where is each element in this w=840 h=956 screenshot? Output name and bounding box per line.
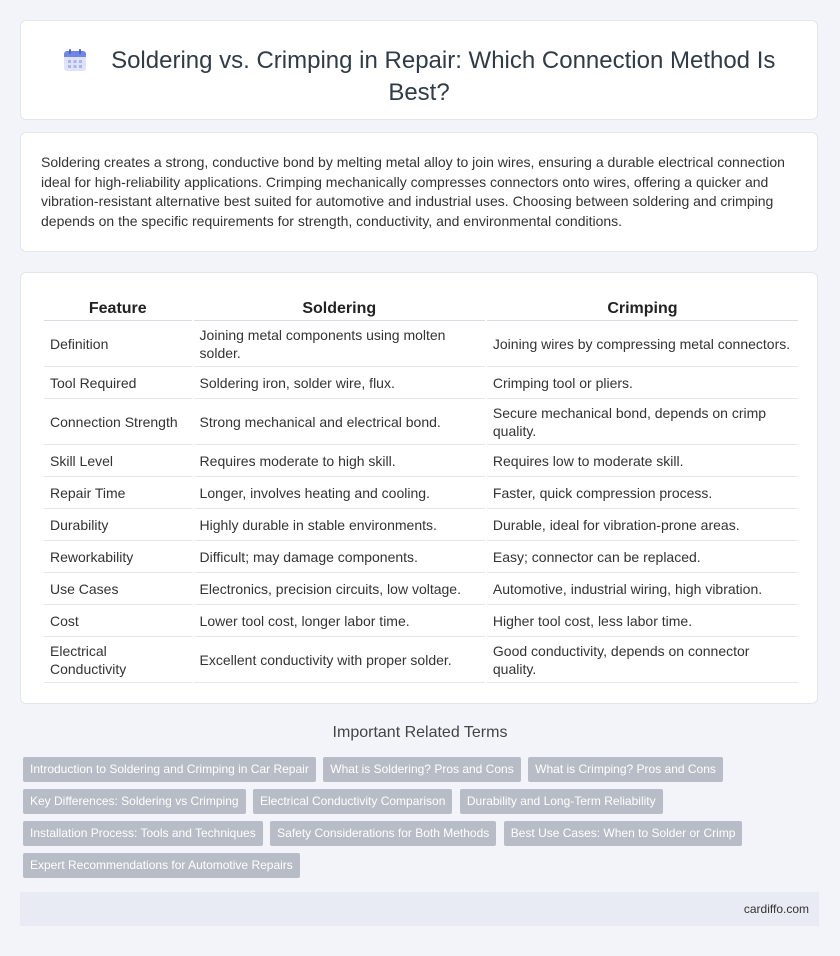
feature-cell: Skill Level	[44, 447, 192, 477]
related-term-tag[interactable]: What is Crimping? Pros and Cons	[528, 757, 723, 782]
feature-cell: Connection Strength	[44, 401, 192, 445]
table-row	[44, 479, 798, 509]
footer	[20, 892, 819, 926]
related-terms-list	[23, 757, 803, 885]
comparison-table-card	[20, 272, 818, 704]
header-crimping: Crimping	[487, 295, 798, 321]
related-term-tag[interactable]: Installation Process: Tools and Techniques	[23, 821, 263, 846]
crimping-cell: Secure mechanical bond, depends on crimp quality.	[487, 401, 798, 445]
soldering-cell: Strong mechanical and electrical bond.	[194, 401, 485, 445]
soldering-cell: Requires moderate to high skill.	[194, 447, 485, 477]
footer-site-link[interactable]: cardiffo.com	[743, 902, 809, 916]
table-row	[44, 607, 798, 637]
related-terms-title: Important Related Terms	[332, 724, 508, 741]
intro-card	[20, 132, 818, 252]
table-row	[44, 323, 798, 367]
feature-cell: Repair Time	[44, 479, 192, 509]
crimping-cell: Durable, ideal for vibration-prone areas.	[487, 511, 798, 541]
crimping-cell: Requires low to moderate skill.	[487, 447, 798, 477]
intro-text: Soldering creates a strong, conductive bond by melting metal alloy to join wires, ensuring a durable electrical connection ideal for high-reliability applications. Crimping mechanically compresses connectors onto wires, offering a quicker and vibration-resistant alternative best suited for automotive and industrial uses. Choosing between soldering and crimping depends on the specific requirements for strength, conductivity, and environmental conditions.	[41, 154, 785, 229]
feature-cell: Cost	[44, 607, 192, 637]
feature-cell: Electrical Conductivity	[44, 639, 192, 683]
feature-cell: Tool Required	[44, 369, 192, 399]
table-row	[44, 447, 798, 477]
crimping-cell: Joining wires by compressing metal connectors.	[487, 323, 798, 367]
calendar-icon	[63, 48, 87, 77]
table-row	[44, 575, 798, 605]
table-row	[44, 511, 798, 541]
related-term-tag[interactable]: Expert Recommendations for Automotive Repairs	[23, 853, 300, 878]
soldering-cell: Joining metal components using molten solder.	[194, 323, 485, 367]
soldering-cell: Excellent conductivity with proper solder.	[194, 639, 485, 683]
soldering-cell: Lower tool cost, longer labor time.	[194, 607, 485, 637]
related-term-tag[interactable]: Best Use Cases: When to Solder or Crimp	[504, 821, 743, 846]
header-feature: Feature	[44, 295, 192, 321]
crimping-cell: Higher tool cost, less labor time.	[487, 607, 798, 637]
soldering-cell: Soldering iron, solder wire, flux.	[194, 369, 485, 399]
feature-cell: Reworkability	[44, 543, 192, 573]
related-term-tag[interactable]: Introduction to Soldering and Crimping in Car Repair	[23, 757, 316, 782]
comparison-table	[42, 293, 800, 685]
soldering-cell: Longer, involves heating and cooling.	[194, 479, 485, 509]
table-row	[44, 639, 798, 683]
header-card	[20, 20, 818, 120]
soldering-cell: Highly durable in stable environments.	[194, 511, 485, 541]
related-term-tag[interactable]: Durability and Long-Term Reliability	[460, 789, 663, 814]
table-row	[44, 401, 798, 445]
page-title: Soldering vs. Crimping in Repair: Which Connection Method Is Best?	[111, 47, 776, 106]
related-term-tag[interactable]: Electrical Conductivity Comparison	[253, 789, 452, 814]
feature-cell: Durability	[44, 511, 192, 541]
crimping-cell: Faster, quick compression process.	[487, 479, 798, 509]
crimping-cell: Good conductivity, depends on connector quality.	[487, 639, 798, 683]
soldering-cell: Difficult; may damage components.	[194, 543, 485, 573]
crimping-cell: Automotive, industrial wiring, high vibration.	[487, 575, 798, 605]
header-soldering: Soldering	[194, 295, 485, 321]
crimping-cell: Easy; connector can be replaced.	[487, 543, 798, 573]
related-term-tag[interactable]: What is Soldering? Pros and Cons	[323, 757, 520, 782]
feature-cell: Use Cases	[44, 575, 192, 605]
related-term-tag[interactable]: Key Differences: Soldering vs Crimping	[23, 789, 246, 814]
crimping-cell: Crimping tool or pliers.	[487, 369, 798, 399]
table-row	[44, 543, 798, 573]
related-term-tag[interactable]: Safety Considerations for Both Methods	[270, 821, 496, 846]
soldering-cell: Electronics, precision circuits, low voltage.	[194, 575, 485, 605]
table-row	[44, 369, 798, 399]
feature-cell: Definition	[44, 323, 192, 367]
